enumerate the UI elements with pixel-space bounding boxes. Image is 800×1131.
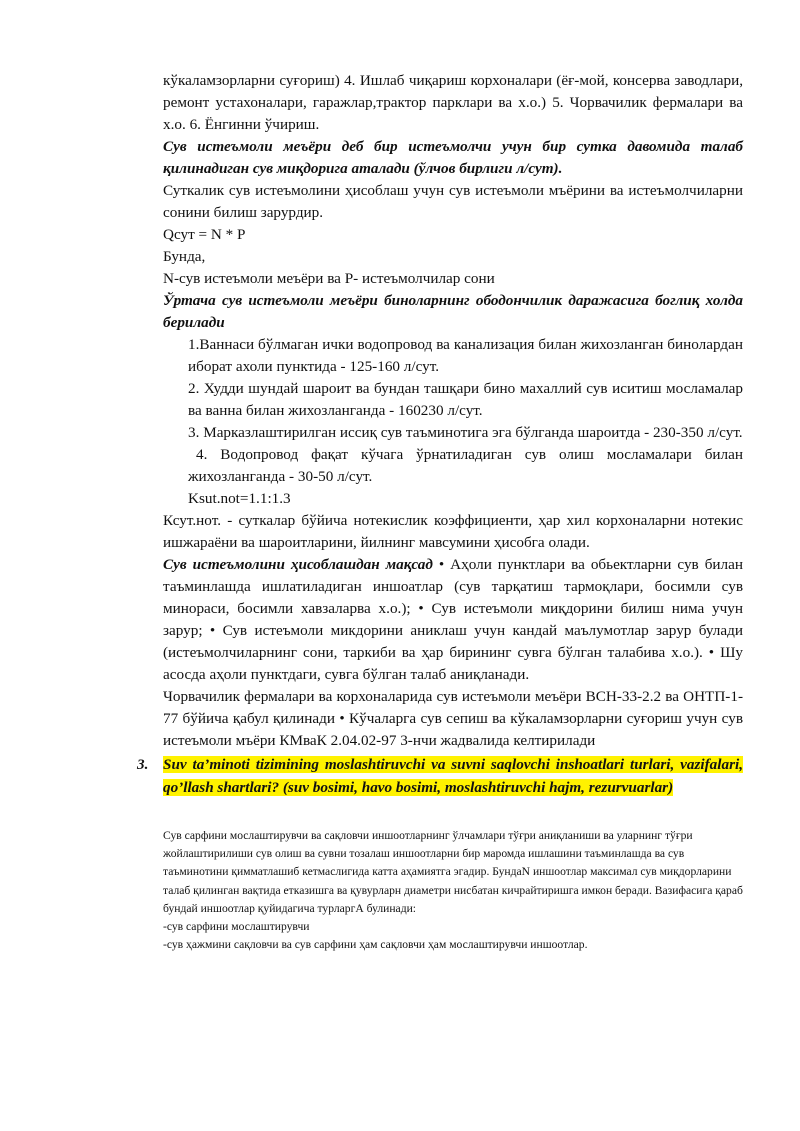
purpose-lead: Сув истеъмолини ҳисоблашдан мақсад — [163, 556, 433, 573]
purpose-text: • Аҳоли пунктлари ва обьектларни сув билан таъминлашда ишлатиладиган иншоатлар (сув тарқатиш тармоқлари, босимли сув минораси, босимли хавзаларва х.о.); • Сув истеъмоли миқдорини билиш нима учун зарур; • Сув истеъмоли микдорини аниклаш учун кандай маълумотлар зарур булади (истеъмолчиларнинг сони, таркиби ва ҳар бирининг сувга бўлган талабива х.о.). • Шу асосда аҳоли пунктдаги, сувга бўлган талаб аниқланади. — [163, 556, 743, 683]
paragraph-livestock: Чорвачилик фермалари ва корхоналарида сув истеъмоли меъёри ВСН-33-2.2 ва ОНТП-1-77 бўйича қабул қилинади • Кўчаларга сув сепиш ва кўкаламзорларни суғориш учун сув истеъмоли мъёри КМваК 2.04.02-97 3-нчи жадвалида келтирилади — [163, 688, 743, 749]
list-item-1: 1.Ваннаси бўлмаган ички водопровод ва канализация билан жихозланган бинолардан иборат ахоли пунктида - 125-160 л/сут. — [188, 336, 743, 375]
list-item-2: 2. Худди шундай шароит ва бундан ташқари бино махаллий сув иситиш мосламалар ва ванна билан жихозланганда - 160230 л/сут. — [188, 380, 743, 419]
heading-average-norm: Ўртача сув истеъмоли меъёри биноларнинг ободончилик даражасига боглиқ холда берилади — [163, 292, 743, 331]
page-content — [137, 70, 743, 954]
paragraph-legend: N-сув истеъмоли меъёри ва Р- истеъмолчилар сони — [163, 270, 495, 287]
paragraph-purpose — [163, 554, 743, 686]
section-number: 3. — [137, 756, 149, 773]
paragraph-where: Бунда, — [163, 248, 206, 265]
paragraph-ksut-definition: Ксут.нот. - суткалар бўйича нотекислик коэффициенти, ҳар хил корхоналарни нотекис ишжараёни ва шароитларини, йилнинг мавсумини ҳисобга олади. — [163, 512, 743, 551]
small-text-block — [163, 827, 743, 954]
formula-qsut: Qсут = N * P — [163, 226, 246, 243]
paragraph-daily-consumption: Суткалик сув истеъмолини ҳисоблаш учун сув истеъмоли мъёрини ва истеъмолчиларни сонини билиш зарурдир. — [163, 182, 743, 221]
list-item-3: 3. Марказлаштирилган иссиқ сув таъминотига эга бўлганда шароитда - 230-350 л/сут. — [188, 424, 743, 441]
section-heading-3 — [137, 754, 743, 799]
section-heading-text: Suv ta’minoti tizimining moslashtiruvchi va suvni saqlovchi inshoatlari turlari, vazifalari, qo’llash shartlari? (suv bosimi, havo bosimi, moslashtiruvchi hajm, rezurvuarlar) — [163, 756, 743, 796]
list-item-4: 4. Водопровод фақат кўчага ўрнатиладиган сув олиш мосламалари билан жихозланганда - 30-50 л/сут. — [188, 446, 743, 485]
small-list-item-2: -сув ҳажмини сақловчи ва сув сарфини ҳам сақловчи ҳам мослаштирувчи иншоотлар. — [163, 938, 588, 952]
paragraph-intro: кўкаламзорларни суғориш) 4. Ишлаб чиқариш корхоналари (ёғ-мой, консерва заводлари, ремонт устахоналари, гаражлар,трактор парклари ва х.о.) 5. Чорвачилик фермалари ва х.о. 6. Ёнгинни ўчириш. — [163, 72, 743, 133]
formula-ksut: Ksut.not=1.1:1.3 — [188, 490, 291, 507]
definition-water-norm: Сув истеъмоли меъёри деб бир истеъмолчи учун бир сутка давомида талаб қилинадиган сув миқдорига аталади (ўлчов бирлиги л/сут). — [163, 138, 743, 177]
small-paragraph: Сув сарфини мослаштирувчи ва сақловчи иншоотларнинг ўлчамлари тўғри аниқланиши ва уларнинг тўғри жойлаштирилиши сув олиш ва сувни тозалаш иншоотларни бир маромда ишлашини таъминлашда ва сув таъминотини қимматлашиб кетмаслигида катта аҳамиятга эгадир. БундаN иншоотлар максимал сув миқдорларини талаб қилинган вақтида етказишга ва қувурларн диаметри нисбатан кичрайтиришга имкон беради. Вазифасига қараб бундай иншоотлар қуйидагича турларгА булинади: — [163, 829, 743, 915]
small-list-item-1: -сув сарфини мослаштирувчи — [163, 920, 310, 934]
